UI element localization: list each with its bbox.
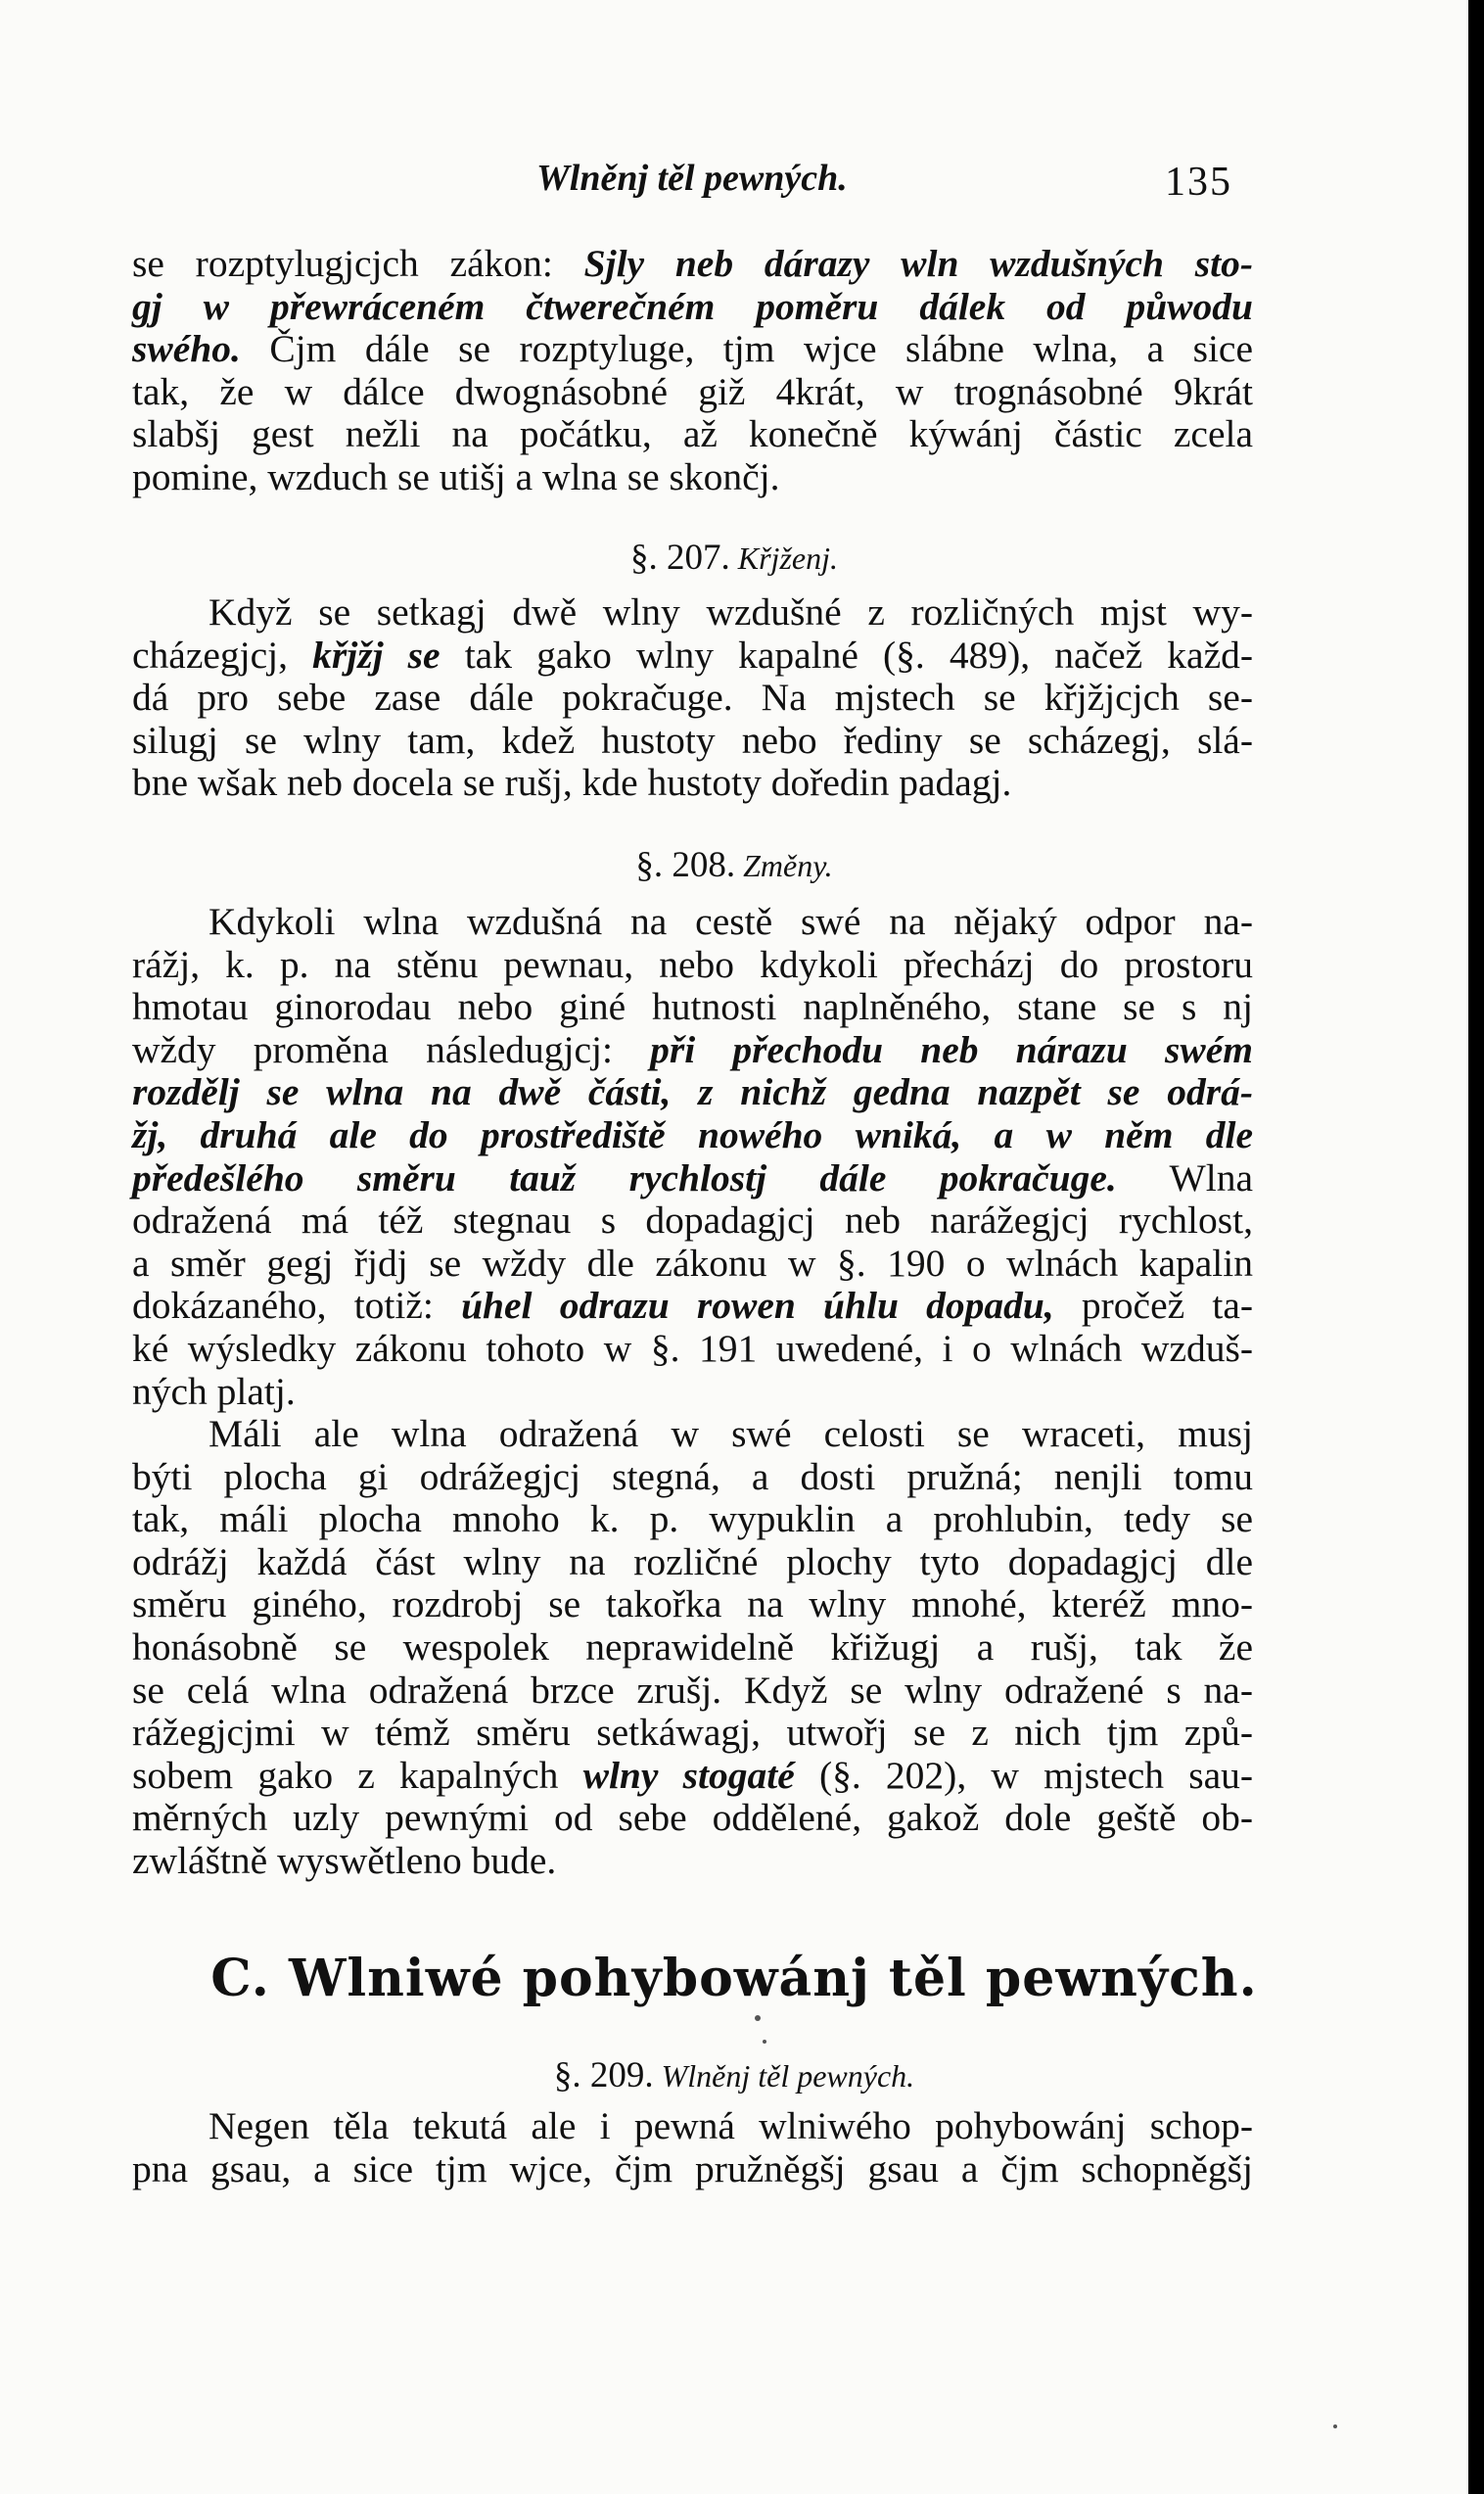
text-line: honásobně se wespolek neprawidelně křižugj a rušj, tak že bbox=[132, 1624, 1253, 1669]
text-line: rážegjcjmi w témž směru setkáwagj, utwořj se z nich tjm způ- bbox=[132, 1711, 1253, 1755]
text-line: tak, že w dálce dwognásobné giž 4krát, w trognásobné 9krát bbox=[132, 369, 1253, 413]
text-line: silugj se wlny tam, kdež hustoty nebo řediny se scházegj, slá- bbox=[132, 718, 1253, 762]
text-line: gj w přewráceném čtwerečném poměru dálek od půwodu bbox=[132, 284, 1253, 328]
section-heading-207 bbox=[0, 537, 1468, 579]
print-speck bbox=[1333, 2424, 1337, 2428]
text-line: žj, druhá ale do prostřediště nowého wniká, a w něm dle bbox=[132, 1112, 1253, 1156]
text-line: sobem gako z kapalných wlny stogaté (§. 202), w mjstech sau- bbox=[132, 1753, 1254, 1797]
text-line: se celá wlna odražená brzce zrušj. Když se wlny odražené s na- bbox=[132, 1668, 1253, 1712]
text-line: zwláštně wyswětleno bude. bbox=[132, 1838, 557, 1882]
text-line: dokázaného, totiž: úhel odrazu rowen úhlu dopadu, pročež ta- bbox=[132, 1284, 1253, 1328]
section-title: Změny. bbox=[743, 848, 833, 883]
text-line: předešlého směru tauž rychlostj dále pokračuge. Wlna bbox=[132, 1155, 1253, 1200]
section-number: §. 209. bbox=[553, 2055, 654, 2095]
section-heading-208 bbox=[0, 844, 1468, 886]
text-line: Negen těla tekutá ale i pewná wlniwého pohybowánj schop- bbox=[209, 2104, 1253, 2147]
paragraph-4 bbox=[132, 1413, 1253, 1883]
text-line: swého. Čjm dále se rozptyluge, tjm wjce slábne wlna, a sice bbox=[132, 327, 1253, 371]
text-line: tak, máli plocha mnoho k. p. wypuklin a prohlubin, tedy se bbox=[132, 1497, 1253, 1541]
text-line: rozdělj se wlna na dwě části, z nichž gedna nazpět se odrá- bbox=[132, 1070, 1253, 1114]
text-line: wždy proměna následugjcj: při přechodu neb nárazu swém bbox=[132, 1027, 1253, 1071]
section-title: Wlněnj těl pewných. bbox=[661, 2058, 915, 2094]
paragraph-3 bbox=[132, 901, 1253, 1413]
text-line: se rozptylugjcjch zákon: Sjly neb dárazy wln wzdušných sto- bbox=[132, 242, 1253, 285]
section-number: §. 208. bbox=[635, 845, 736, 885]
text-line: Kdykoli wlna wzdušná na cestě swé na nějaký odpor na- bbox=[209, 900, 1253, 943]
text-line: odrážj každá část wlny na rozličné plochy tyto dopadagjcj dle bbox=[132, 1539, 1253, 1583]
text-line: měrných uzly pewnými od sebe oddělené, gakož dole geště ob- bbox=[132, 1796, 1253, 1840]
text-line: pomine, wzduch se utišj a wlna se skončj. bbox=[132, 454, 780, 498]
paragraph-5 bbox=[132, 2105, 1253, 2190]
text-line: býti plocha gi odrážegjcj stegná, a dosti pružná; nenjli tomu bbox=[132, 1454, 1253, 1498]
text-line: rážj, k. p. na stěnu pewnau, nebo kdykoli přecházj do prostoru bbox=[132, 942, 1253, 986]
paragraph-1 bbox=[132, 243, 1253, 499]
chapter-heading: C. Wlniwé pohybowánj těl pewných. bbox=[210, 1949, 1258, 2008]
page-header bbox=[0, 157, 1468, 215]
text-line: Máli ale wlna odražená w swé celosti se wraceti, musj bbox=[209, 1412, 1253, 1455]
running-title: Wlněnj těl pewných. bbox=[536, 158, 848, 199]
section-title: Křjženj. bbox=[737, 541, 838, 576]
print-speck bbox=[755, 2015, 761, 2021]
text-line: pna gsau, a sice tjm wjce, čjm pružněgšj gsau a čjm schopněgšj bbox=[132, 2146, 1253, 2190]
text-line: hmotau ginorodau nebo giné hutnosti naplněného, stane se s nj bbox=[132, 985, 1253, 1029]
section-number: §. 207. bbox=[630, 538, 730, 578]
text-line: ké wýsledky zákonu tohoto w §. 191 uwedené, i o wlnách wzduš- bbox=[132, 1326, 1253, 1370]
text-line: Když se setkagj dwě wlny wzdušné z rozličných mjst wy- bbox=[209, 590, 1253, 634]
print-speck bbox=[763, 2040, 766, 2044]
paragraph-2 bbox=[132, 591, 1253, 805]
text-line: cházegjcj, křjžj se tak gako wlny kapalné (§. 489), načež každ- bbox=[132, 633, 1254, 677]
text-line: odražená má též stegnau s dopadagjcj neb narážegjcj rychlost, bbox=[132, 1199, 1253, 1243]
section-heading-209 bbox=[0, 2054, 1468, 2096]
text-line: a směr gegj řjdj se wždy dle zákonu w §. 190 o wlnách kapalin bbox=[132, 1241, 1253, 1285]
text-line: směru giného, rozdrobj se takořka na wlny mnohé, kteréž mno- bbox=[132, 1582, 1253, 1626]
text-line: ných platj. bbox=[132, 1369, 296, 1413]
text-line: dá pro sebe zase dále pokračuge. Na mjstech se křjžjcjch se- bbox=[132, 676, 1253, 720]
page-number: 135 bbox=[1165, 160, 1232, 205]
text-line: slabšj gest nežli na počátku, až konečně kýwánj částic zcela bbox=[132, 412, 1253, 456]
text-line: bne wšak neb docela se rušj, kde hustoty doředin padagj. bbox=[132, 761, 1012, 805]
